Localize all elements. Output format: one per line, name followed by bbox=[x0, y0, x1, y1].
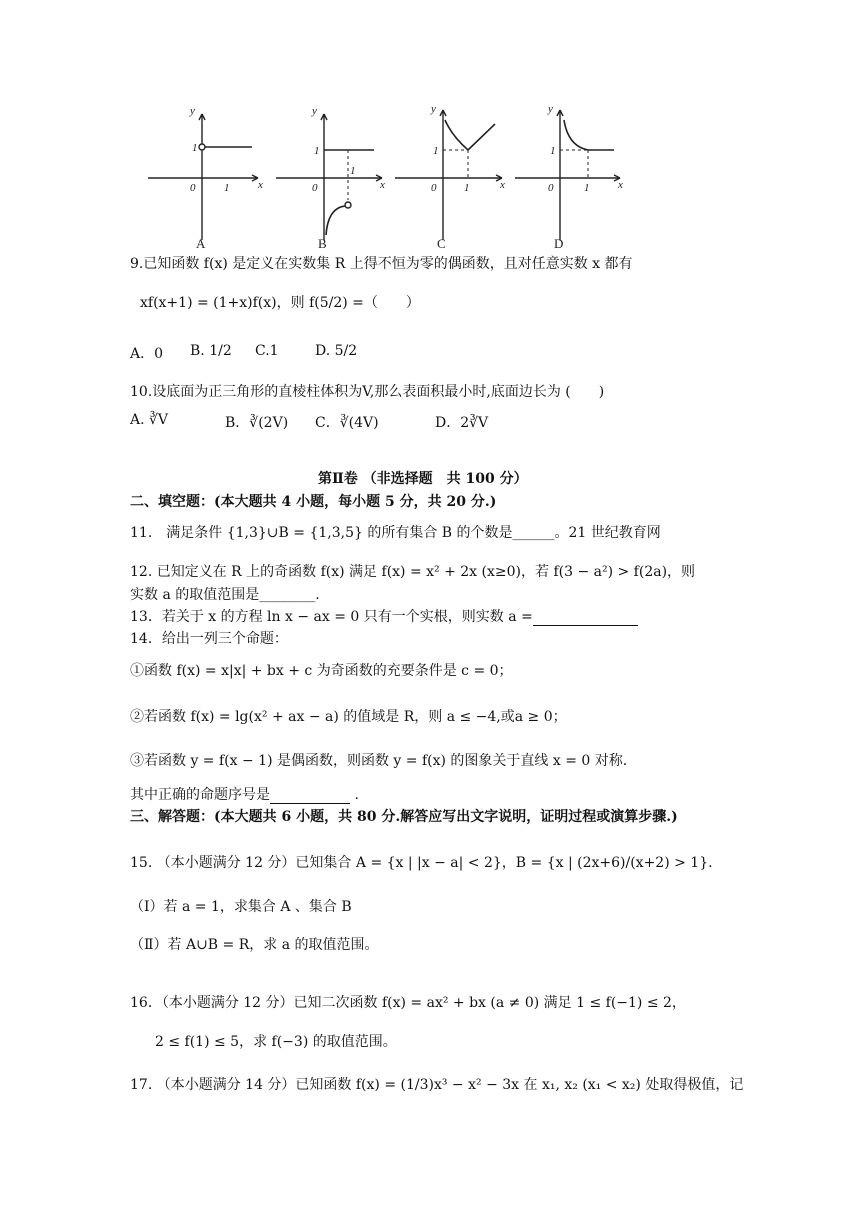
q15-part2: （Ⅱ）若 A∪B = R，求 a 的取值范围。 bbox=[130, 937, 379, 953]
q14-answer-label: 其中正确的命题序号是 bbox=[130, 787, 270, 803]
q13-blank bbox=[533, 609, 638, 626]
q9-option-a: A．0 bbox=[130, 346, 164, 362]
graph-b-origin: 0 bbox=[312, 182, 318, 194]
q17-line1: 17. （本小题满分 14 分）已知函数 f(x) = (1/3)x³ − x² − 3x 在 x₁, x₂ (x₁ < x₂) 处取得极值，记 bbox=[130, 1077, 744, 1093]
graph-a-origin: 0 bbox=[190, 182, 196, 194]
graph-d-xtick: 1 bbox=[584, 182, 590, 194]
q14-answer-blank bbox=[270, 787, 350, 804]
q14-item-1: ①函数 f(x) = x|x| + bx + c 为奇函数的充要条件是 c = 0； bbox=[130, 663, 513, 679]
graph-c-x-label: x bbox=[500, 179, 505, 191]
graph-d-ytick: 1 bbox=[550, 145, 556, 157]
graph-a-ytick: 1 bbox=[192, 142, 198, 154]
q14-item-3: ③若函数 y = f(x − 1) 是偶函数，则函数 y = f(x) 的图象关于直线 x = 0 对称. bbox=[130, 753, 628, 769]
q11-text: 11. 满足条件 {1,3}∪B = {1,3,5} 的所有集合 B 的个数是______。21 世纪教育网 bbox=[130, 525, 661, 541]
graph-b-caption: B bbox=[318, 236, 327, 250]
graph-b-ytick: 1 bbox=[314, 145, 320, 157]
graph-c-y-label: y bbox=[431, 103, 436, 115]
q14-intro: 14．给出一列三个命题： bbox=[130, 631, 288, 647]
graph-d-origin: 0 bbox=[548, 182, 554, 194]
q9-option-d: D. 5/2 bbox=[315, 343, 358, 359]
graph-b bbox=[276, 114, 382, 240]
graph-b-xtick: 1 bbox=[350, 165, 356, 177]
q13-prompt: 13．若关于 x 的方程 ln x − ax = 0 只有一个实根，则实数 a = bbox=[130, 609, 533, 625]
graph-c bbox=[395, 110, 502, 240]
graph-c-origin: 0 bbox=[431, 182, 437, 194]
q15-line1: 15. （本小题满分 12 分）已知集合 A = {x | |x − a| < 2}，B = {x | (2x+6)/(x+2) > 1}. bbox=[130, 855, 713, 871]
q9-equation: xf(x+1) = (1+x)f(x)，则 f(5/2) =（ ） bbox=[140, 295, 420, 311]
q13-text bbox=[130, 606, 638, 626]
q12-line2: 实数 a 的取值范围是________. bbox=[130, 587, 320, 603]
graph-a-xtick: 1 bbox=[224, 182, 230, 194]
q10-option-b: B．∛(2V) bbox=[225, 415, 289, 431]
graph-a-x-label: x bbox=[258, 179, 263, 191]
graph-d bbox=[515, 110, 620, 240]
section2-header: 二、填空题：(本大题共 4 小题，每小题 5 分，共 20 分.) bbox=[130, 494, 497, 510]
graph-b-y-label: y bbox=[312, 105, 317, 117]
graph-c-xtick: 1 bbox=[464, 182, 470, 194]
q9-line1: 9.已知函数 f(x) 是定义在实数集 R 上得不恒为零的偶函数，且对任意实数 x 都有 bbox=[130, 256, 633, 272]
graph-b-x-label: x bbox=[380, 179, 385, 191]
graph-c-ytick: 1 bbox=[433, 145, 439, 157]
section3-header: 三、解答题：(本大题共 6 小题，共 80 分.解答应写出文字说明，证明过程或演算步骤.) bbox=[130, 809, 678, 825]
q14-answer: 其中正确的命题序号是 . bbox=[130, 787, 359, 803]
q16-line2: 2 ≤ f(1) ≤ 5，求 f(−3) 的取值范围。 bbox=[155, 1034, 397, 1050]
q16-line1: 16．（本小题满分 12 分）已知二次函数 f(x) = ax² + bx (a ≠ 0) 满足 1 ≤ f(−1) ≤ 2， bbox=[130, 995, 686, 1011]
q15-part1: （Ⅰ）若 a = 1，求集合 A 、集合 B bbox=[130, 899, 352, 915]
graph-a-caption: A bbox=[196, 236, 206, 250]
q10-option-c: C．∛(4V) bbox=[315, 415, 379, 431]
section2-title: 第Ⅱ卷 （非选择题 共 100 分） bbox=[318, 471, 528, 487]
q9-option-b: B. 1/2 bbox=[190, 343, 232, 359]
graph-d-y-label: y bbox=[548, 103, 553, 115]
q10-option-d: D．2∛V bbox=[435, 415, 489, 431]
q10-option-a: A. ∛V bbox=[130, 412, 169, 428]
graph-a-y-label: y bbox=[190, 105, 195, 117]
graph-d-x-label: x bbox=[618, 179, 623, 191]
graph-c-caption: C bbox=[437, 236, 446, 250]
function-graphs bbox=[140, 100, 640, 250]
q14-item-2: ②若函数 f(x) = lg(x² + ax − a) 的值域是 R，则 a ≤ −4,或a ≥ 0； bbox=[130, 709, 567, 725]
graph-d-caption: D bbox=[554, 236, 564, 250]
graph-a bbox=[148, 114, 258, 240]
q10-text: 10.设底面为正三角形的直棱柱体积为V,那么表面积最小时,底面边长为 ( ) bbox=[130, 384, 605, 400]
q9-option-c: C.1 bbox=[255, 343, 279, 359]
q12-line1: 12. 已知定义在 R 上的奇函数 f(x) 满足 f(x) = x² + 2x (x≥0)，若 f(3 − a²) > f(2a)，则 bbox=[130, 564, 696, 580]
